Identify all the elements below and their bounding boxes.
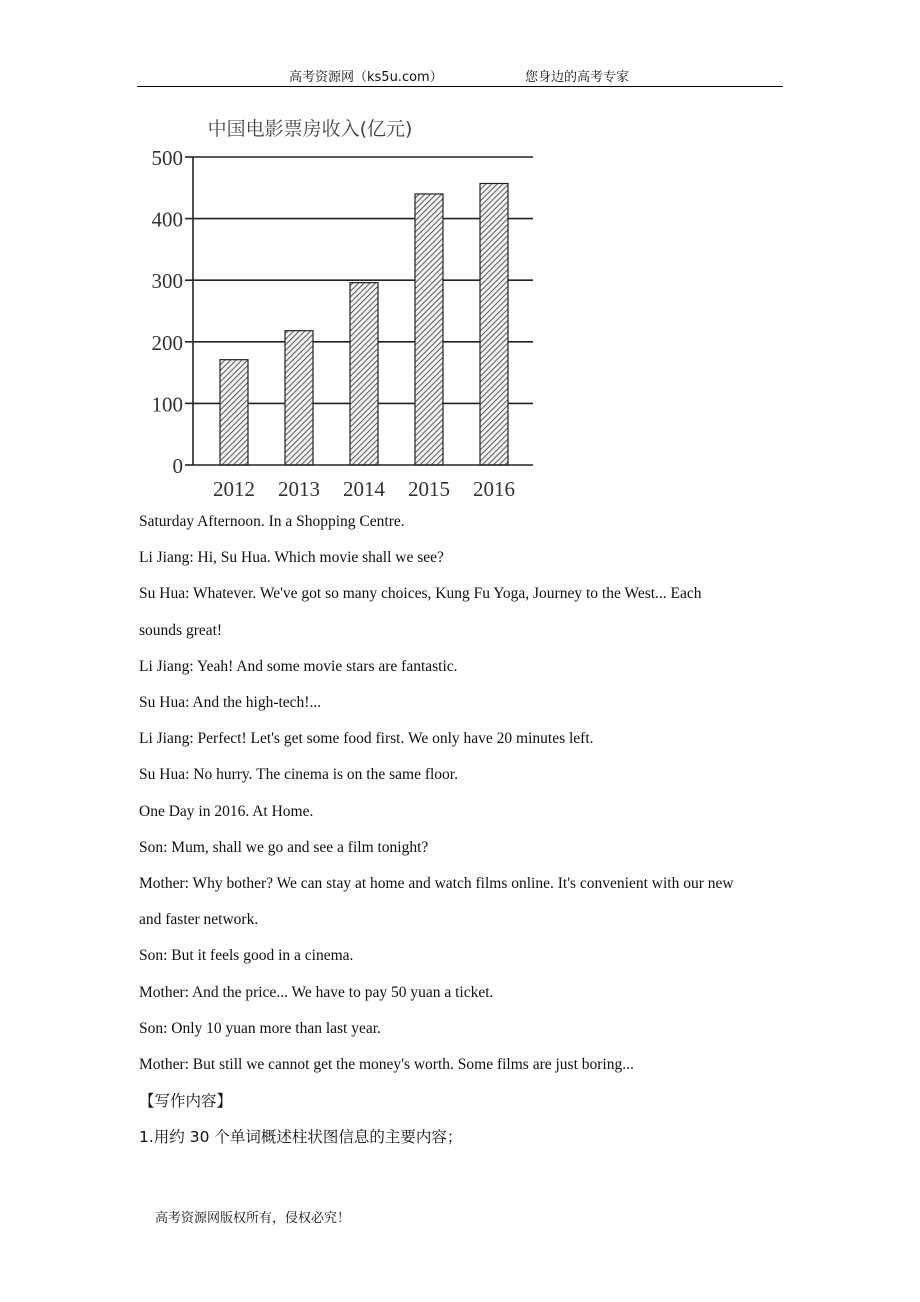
body-line: Saturday Afternoon. In a Shopping Centre. <box>139 513 405 530</box>
body-line: Li Jiang: Yeah! And some movie stars are fantastic. <box>139 657 458 675</box>
chart-title: 中国电影票房收入(亿元) <box>207 118 413 140</box>
body-line: Son: But it feels good in a cinema. <box>139 947 354 965</box>
body-line: Mother: Why bother? We can stay at home and watch films online. It's convenient with our new <box>139 875 734 893</box>
bar-2015 <box>415 194 443 465</box>
y-tick-label: 300 <box>151 269 183 294</box>
body-line: Li Jiang: Perfect! Let's get some food first. We only have 20 minutes left. <box>139 730 594 748</box>
body-line: Mother: But still we cannot get the money's worth. Some films are just boring... <box>139 1056 634 1074</box>
x-tick-label: 2013 <box>278 477 320 501</box>
document-body <box>139 504 789 1156</box>
x-tick-label: 2016 <box>473 477 515 501</box>
body-line: Su Hua: And the high-tech!... <box>139 694 322 712</box>
y-tick-label: 500 <box>151 146 183 170</box>
header-slogan: 您身边的高考专家 <box>525 70 630 85</box>
x-tick-label: 2014 <box>343 477 385 501</box>
box-office-chart <box>137 108 557 503</box>
chart-svg <box>137 108 557 503</box>
bar-2012 <box>220 360 248 465</box>
body-line: Li Jiang: Hi, Su Hua. Which movie shall we see? <box>139 549 444 567</box>
page-footer: 高考资源网版权所有，侵权必究！ <box>155 1211 351 1226</box>
body-line: 【写作内容】 <box>139 1092 233 1111</box>
x-tick-label: 2012 <box>213 477 255 501</box>
body-line: 1.用约 30 个单词概述柱状图信息的主要内容； <box>139 1128 463 1147</box>
body-line: Su Hua: No hurry. The cinema is on the same floor. <box>139 766 458 784</box>
chart-labels <box>152 146 516 501</box>
header-site-name: 高考资源网（ks5u.com） <box>289 70 443 85</box>
bar-2013 <box>285 331 313 465</box>
chart-bars <box>220 183 508 465</box>
bar-2016 <box>480 183 508 465</box>
y-tick-label: 0 <box>172 454 183 478</box>
x-tick-label: 2015 <box>408 477 450 501</box>
body-line: Su Hua: Whatever. We've got so many choices, Kung Fu Yoga, Journey to the West... Each <box>139 585 702 603</box>
body-line: and faster network. <box>139 911 259 929</box>
bar-2014 <box>350 283 378 465</box>
y-tick-label: 400 <box>151 207 183 232</box>
body-line: Mother: And the price... We have to pay 50 yuan a ticket. <box>139 983 494 1001</box>
body-line: Son: Only 10 yuan more than last year. <box>139 1019 381 1037</box>
body-line: sounds great! <box>139 621 223 639</box>
body-line: One Day in 2016. At Home. <box>139 802 314 820</box>
body-line: Son: Mum, shall we go and see a film tonight? <box>139 838 429 856</box>
page-header <box>137 62 783 87</box>
y-tick-label: 100 <box>151 392 183 417</box>
y-tick-label: 200 <box>151 330 183 355</box>
